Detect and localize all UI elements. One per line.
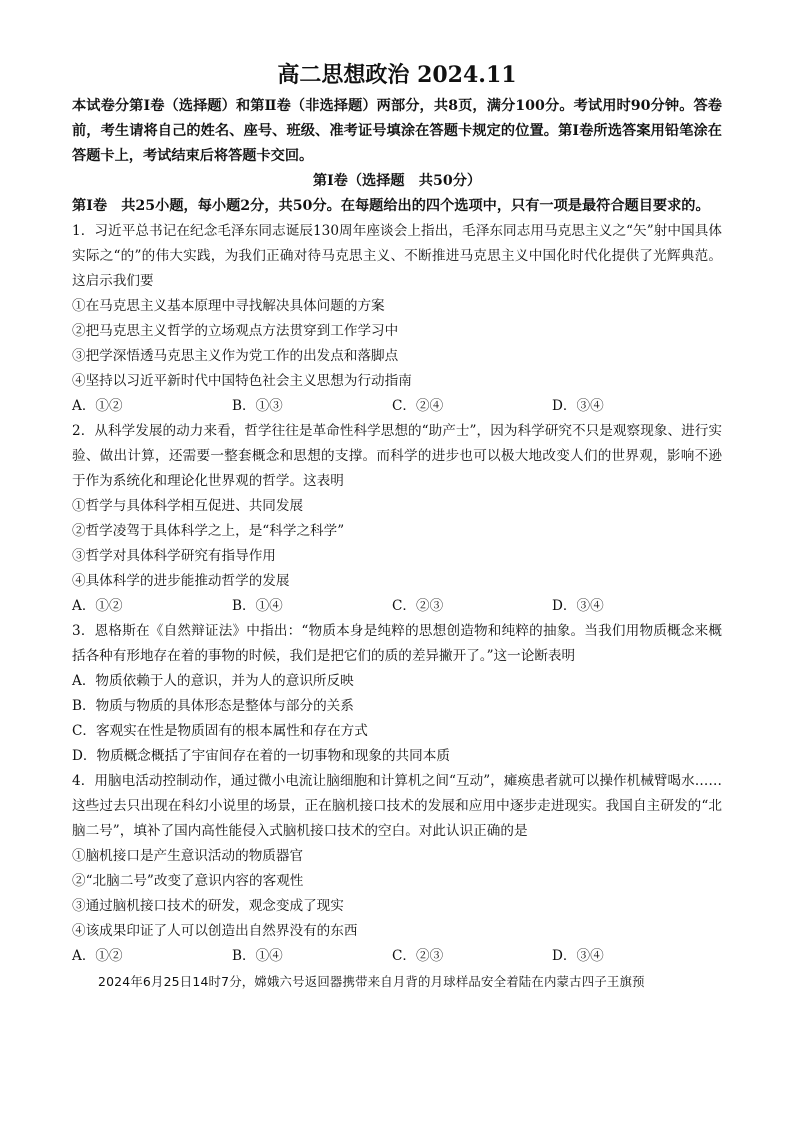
section-note: 第Ⅰ卷 共25小题，每小题2分，共50分。在每题给出的四个选项中，只有一项是最符合题目要求的。 — [72, 198, 710, 214]
option-b: B．①④ — [232, 598, 283, 614]
option-c: C．②③ — [392, 598, 444, 614]
statement-item: ②“北脑二号”改变了意识内容的客观性 — [72, 873, 304, 889]
statement-item: ①在马克思主义基本原理中寻找解决具体问题的方案 — [72, 298, 385, 314]
answer-option: D．物质概念概括了宇宙间存在着的一切事物和现象的共同本质 — [72, 748, 450, 764]
question-stem: 1．习近平总书记在纪念毛泽东同志诞辰130周年座谈会上指出，毛泽东同志用马克思主义之“矢”射中国具体实际之“的”的伟大实践，为我们正确对待马克思主义、不断推进马克思主义中国化时代化提供了光辉典范。这启示我们要 — [72, 223, 722, 289]
option-b: B．①④ — [232, 948, 283, 964]
option-d: D．③④ — [552, 598, 604, 614]
answer-options — [72, 594, 722, 619]
section-title: 第Ⅰ卷（选择题 共50分） — [312, 173, 482, 189]
question-2 — [72, 419, 722, 619]
statement-item: ①脑机接口是产生意识活动的物质器官 — [72, 848, 304, 864]
option-d: D．③④ — [552, 398, 604, 414]
question-3 — [72, 619, 722, 769]
answer-option: B．物质与物质的具体形态是整体与部分的关系 — [72, 698, 354, 714]
statement-item: ②哲学凌驾于具体科学之上，是“科学之科学” — [72, 523, 345, 539]
page-title: 高二思想政治 2024.11 — [277, 62, 517, 88]
option-a: A．①② — [72, 398, 123, 414]
next-question-start: 2024年6月25日14时7分，嫦娥六号返回器携带来自月背的月球样品安全着陆在内蒙古四子王旗预 — [98, 974, 645, 989]
statement-item: ④坚持以习近平新时代中国特色社会主义思想为行动指南 — [72, 373, 412, 389]
option-a: A．①② — [72, 598, 123, 614]
option-c: C．②③ — [392, 948, 444, 964]
option-a: A．①② — [72, 948, 123, 964]
statement-item: ③哲学对具体科学研究有指导作用 — [72, 548, 276, 564]
question-4 — [72, 769, 722, 969]
question-1 — [72, 219, 722, 419]
statement-item: ③把学深悟透马克思主义作为党工作的出发点和落脚点 — [72, 348, 399, 364]
statement-item: ①哲学与具体科学相互促进、共同发展 — [72, 498, 304, 514]
question-stem: 3．恩格斯在《自然辩证法》中指出：“物质本身是纯粹的思想创造物和纯粹的抽象。当我们用物质概念来概括各种有形地存在着的事物的时候，我们是把它们的质的差异撇开了。”这一论断表明 — [72, 623, 722, 664]
answer-option: A．物质依赖于人的意识，并为人的意识所反映 — [72, 673, 354, 689]
statement-item: ④该成果印证了人可以创造出自然界没有的东西 — [72, 923, 358, 939]
statement-item: ②把马克思主义哲学的立场观点方法贯穿到工作学习中 — [72, 323, 399, 339]
exam-page — [72, 60, 722, 994]
option-b: B．①③ — [232, 398, 283, 414]
statement-item: ③通过脑机接口技术的研发，观念变成了现实 — [72, 898, 344, 914]
option-d: D．③④ — [552, 948, 604, 964]
answer-options — [72, 944, 722, 969]
exam-instructions: 本试卷分第Ⅰ卷（选择题）和第Ⅱ卷（非选择题）两部分，共8页，满分100分。考试用时90分钟。答卷前，考生请将自己的姓名、座号、班级、准考证号填涂在答题卡规定的位置。第Ⅰ卷所选答案用铅笔涂在答题卡上，考试结束后将答题卡交回。 — [72, 98, 722, 164]
statement-item: ④具体科学的进步能推动哲学的发展 — [72, 573, 290, 589]
option-c: C．②④ — [392, 398, 444, 414]
question-stem: 4．用脑电活动控制动作，通过微小电流让脑细胞和计算机之间“互动”，瘫痪患者就可以操作机械臂喝水……这些过去只出现在科幻小说里的场景，正在脑机接口技术的发展和应用中逐步走进现实。我国自主研发的“北脑二号”，填补了国内高性能侵入式脑机接口技术的空白。对此认识正确的是 — [72, 773, 722, 839]
answer-options — [72, 394, 722, 419]
answer-option: C．客观实在性是物质固有的根本属性和存在方式 — [72, 723, 368, 739]
question-stem: 2．从科学发展的动力来看，哲学往往是革命性科学思想的“助产士”，因为科学研究不只是观察现象、进行实验、做出计算，还需要一整套概念和思想的支撑。而科学的进步也可以极大地改变人们的世界观，影响不逊于作为系统化和理论化世界观的哲学。这表明 — [72, 423, 722, 489]
